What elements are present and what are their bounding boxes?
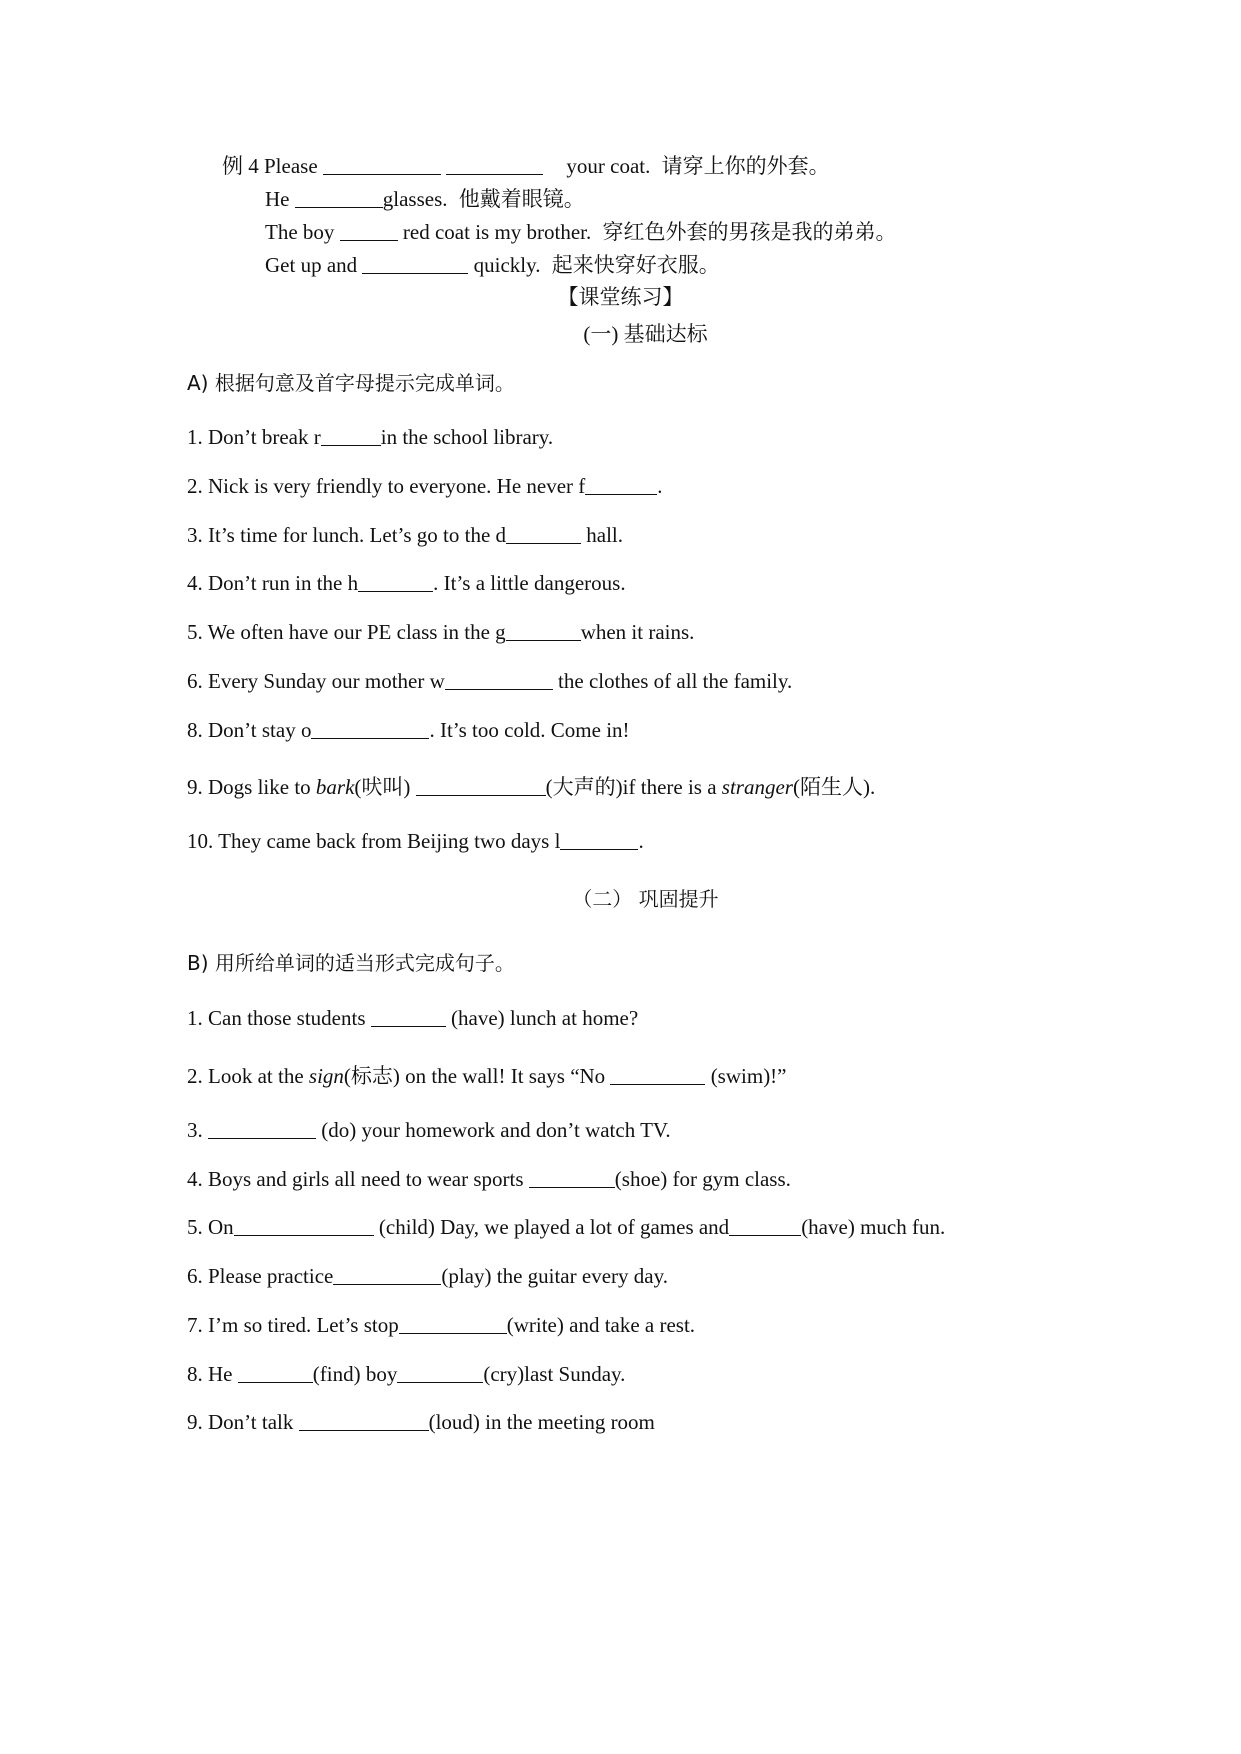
question-a5: 5. We often have our PE class in the g when it rains.: [187, 620, 695, 644]
blank[interactable]: [610, 1064, 705, 1085]
blank[interactable]: [340, 220, 398, 241]
blank[interactable]: [238, 1362, 313, 1383]
question-a1: 1. Don’t break r in the school library.: [187, 425, 554, 449]
example-line-2: He glasses. 他戴着眼镜。: [265, 187, 585, 211]
question-b1: 1. Can those students (have) lunch at home?: [187, 1006, 639, 1030]
question-b7: 7. I’m so tired. Let’s stop (write) and take a rest.: [187, 1313, 696, 1337]
blank[interactable]: [299, 1410, 429, 1431]
question-b4: 4. Boys and girls all need to wear sports (shoe) for gym class.: [187, 1167, 791, 1191]
blank[interactable]: [323, 154, 441, 175]
example-line-4: Get up and quickly. 起来快穿好衣服。: [265, 253, 720, 277]
blank[interactable]: [321, 425, 381, 446]
blank[interactable]: [358, 571, 433, 592]
blank[interactable]: [399, 1313, 507, 1334]
blank[interactable]: [416, 775, 546, 796]
question-b3: 3. (do) your homework and don’t watch TV.: [187, 1118, 671, 1142]
section1-title: (一) 基础达标: [583, 322, 708, 346]
question-a6: 6. Every Sunday our mother w the clothes of all the family.: [187, 669, 793, 693]
question-a10: 10. They came back from Beijing two days l .: [187, 829, 644, 853]
blank[interactable]: [585, 474, 657, 495]
section-b-header: B) 用所给单词的适当形式完成句子。: [187, 951, 515, 975]
question-a2: 2. Nick is very friendly to everyone. He never f .: [187, 474, 663, 498]
section2-title: （二） 巩固提升: [572, 887, 719, 911]
example-line-3: The boy red coat is my brother. 穿红色外套的男孩是我的弟弟。: [265, 220, 897, 244]
question-b2: 2. Look at the sign(标志) on the wall! It says “No (swim)!”: [187, 1064, 787, 1088]
blank[interactable]: [560, 829, 638, 850]
practice-title: 【课堂练习】: [557, 285, 684, 309]
blank[interactable]: [362, 253, 468, 274]
blank[interactable]: [208, 1118, 316, 1139]
question-b9: 9. Don’t talk (loud) in the meeting room: [187, 1410, 655, 1434]
question-b5: 5. On (child) Day, we played a lot of games and (have) much fun.: [187, 1215, 946, 1239]
blank[interactable]: [506, 620, 581, 641]
question-a3: 3. It’s time for lunch. Let’s go to the d hall.: [187, 523, 624, 547]
blank[interactable]: [333, 1264, 441, 1285]
blank[interactable]: [295, 187, 383, 208]
blank[interactable]: [311, 718, 429, 739]
example-line-1: 例 4 Please your coat. 请穿上你的外套。: [222, 154, 830, 178]
blank[interactable]: [397, 1362, 483, 1383]
blank[interactable]: [234, 1215, 374, 1236]
blank[interactable]: [445, 669, 553, 690]
question-a4: 4. Don’t run in the h . It’s a little dangerous.: [187, 571, 626, 595]
blank[interactable]: [506, 523, 581, 544]
blank[interactable]: [446, 154, 543, 175]
blank[interactable]: [371, 1006, 446, 1027]
question-a9: 9. Dogs like to bark(吠叫) (大声的)if there is a stranger(陌生人).: [187, 775, 876, 799]
question-a8: 8. Don’t stay o . It’s too cold. Come in!: [187, 718, 630, 742]
blank[interactable]: [529, 1167, 615, 1188]
section-a-header: A) 根据句意及首字母提示完成单词。: [187, 371, 515, 395]
question-b8: 8. He (find) boy (cry)last Sunday.: [187, 1362, 626, 1386]
blank[interactable]: [729, 1215, 801, 1236]
question-b6: 6. Please practice (play) the guitar every day.: [187, 1264, 668, 1288]
